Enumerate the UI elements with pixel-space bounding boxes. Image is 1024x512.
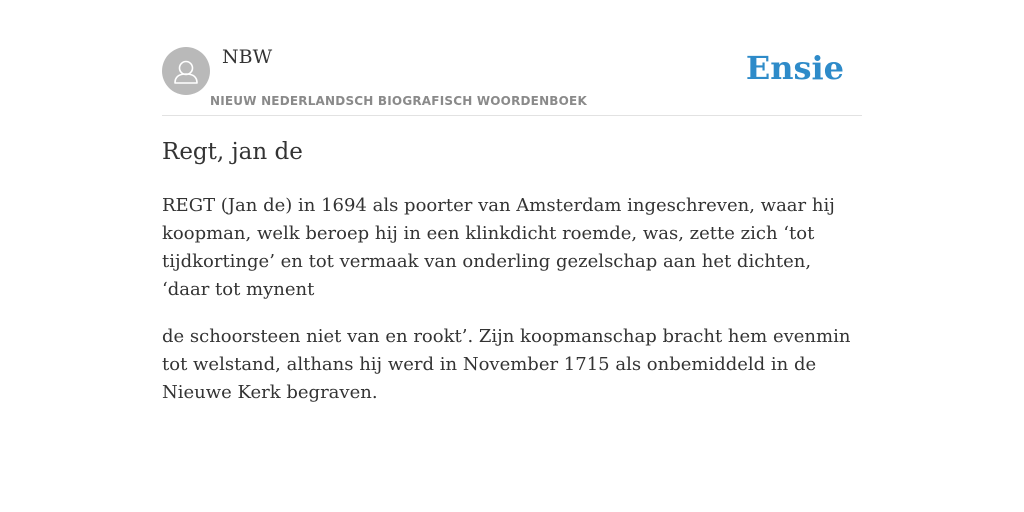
source-avatar[interactable] [162, 47, 210, 95]
article-title: Regt, jan de [162, 139, 303, 165]
user-icon [162, 47, 210, 95]
ensie-logo-link[interactable]: Ensie [745, 49, 844, 87]
source-subtitle: NIEUW NEDERLANDSCH BIOGRAFISCH WOORDENBOEK [210, 94, 587, 108]
article-paragraph: de schoorsteen niet van en rookt’. Zijn koopmanschap bracht hem evenmin tot welstand, althans hij werd in November 1715 als onbemiddeld in de Nieuwe Kerk begraven. [162, 326, 851, 403]
source-header [162, 40, 862, 116]
source-name-link[interactable]: NBW [222, 46, 273, 68]
article-body [162, 192, 862, 426]
article-paragraph: REGT (Jan de) in 1694 als poorter van Amsterdam ingeschreven, waar hij koopman, welk beroep hij in een klinkdicht roemde, was, zette zich ‘tot tijdkortinge’ en tot vermaak van onderling gezelschap aan het dichten, ‘daar tot mynent [162, 195, 835, 300]
